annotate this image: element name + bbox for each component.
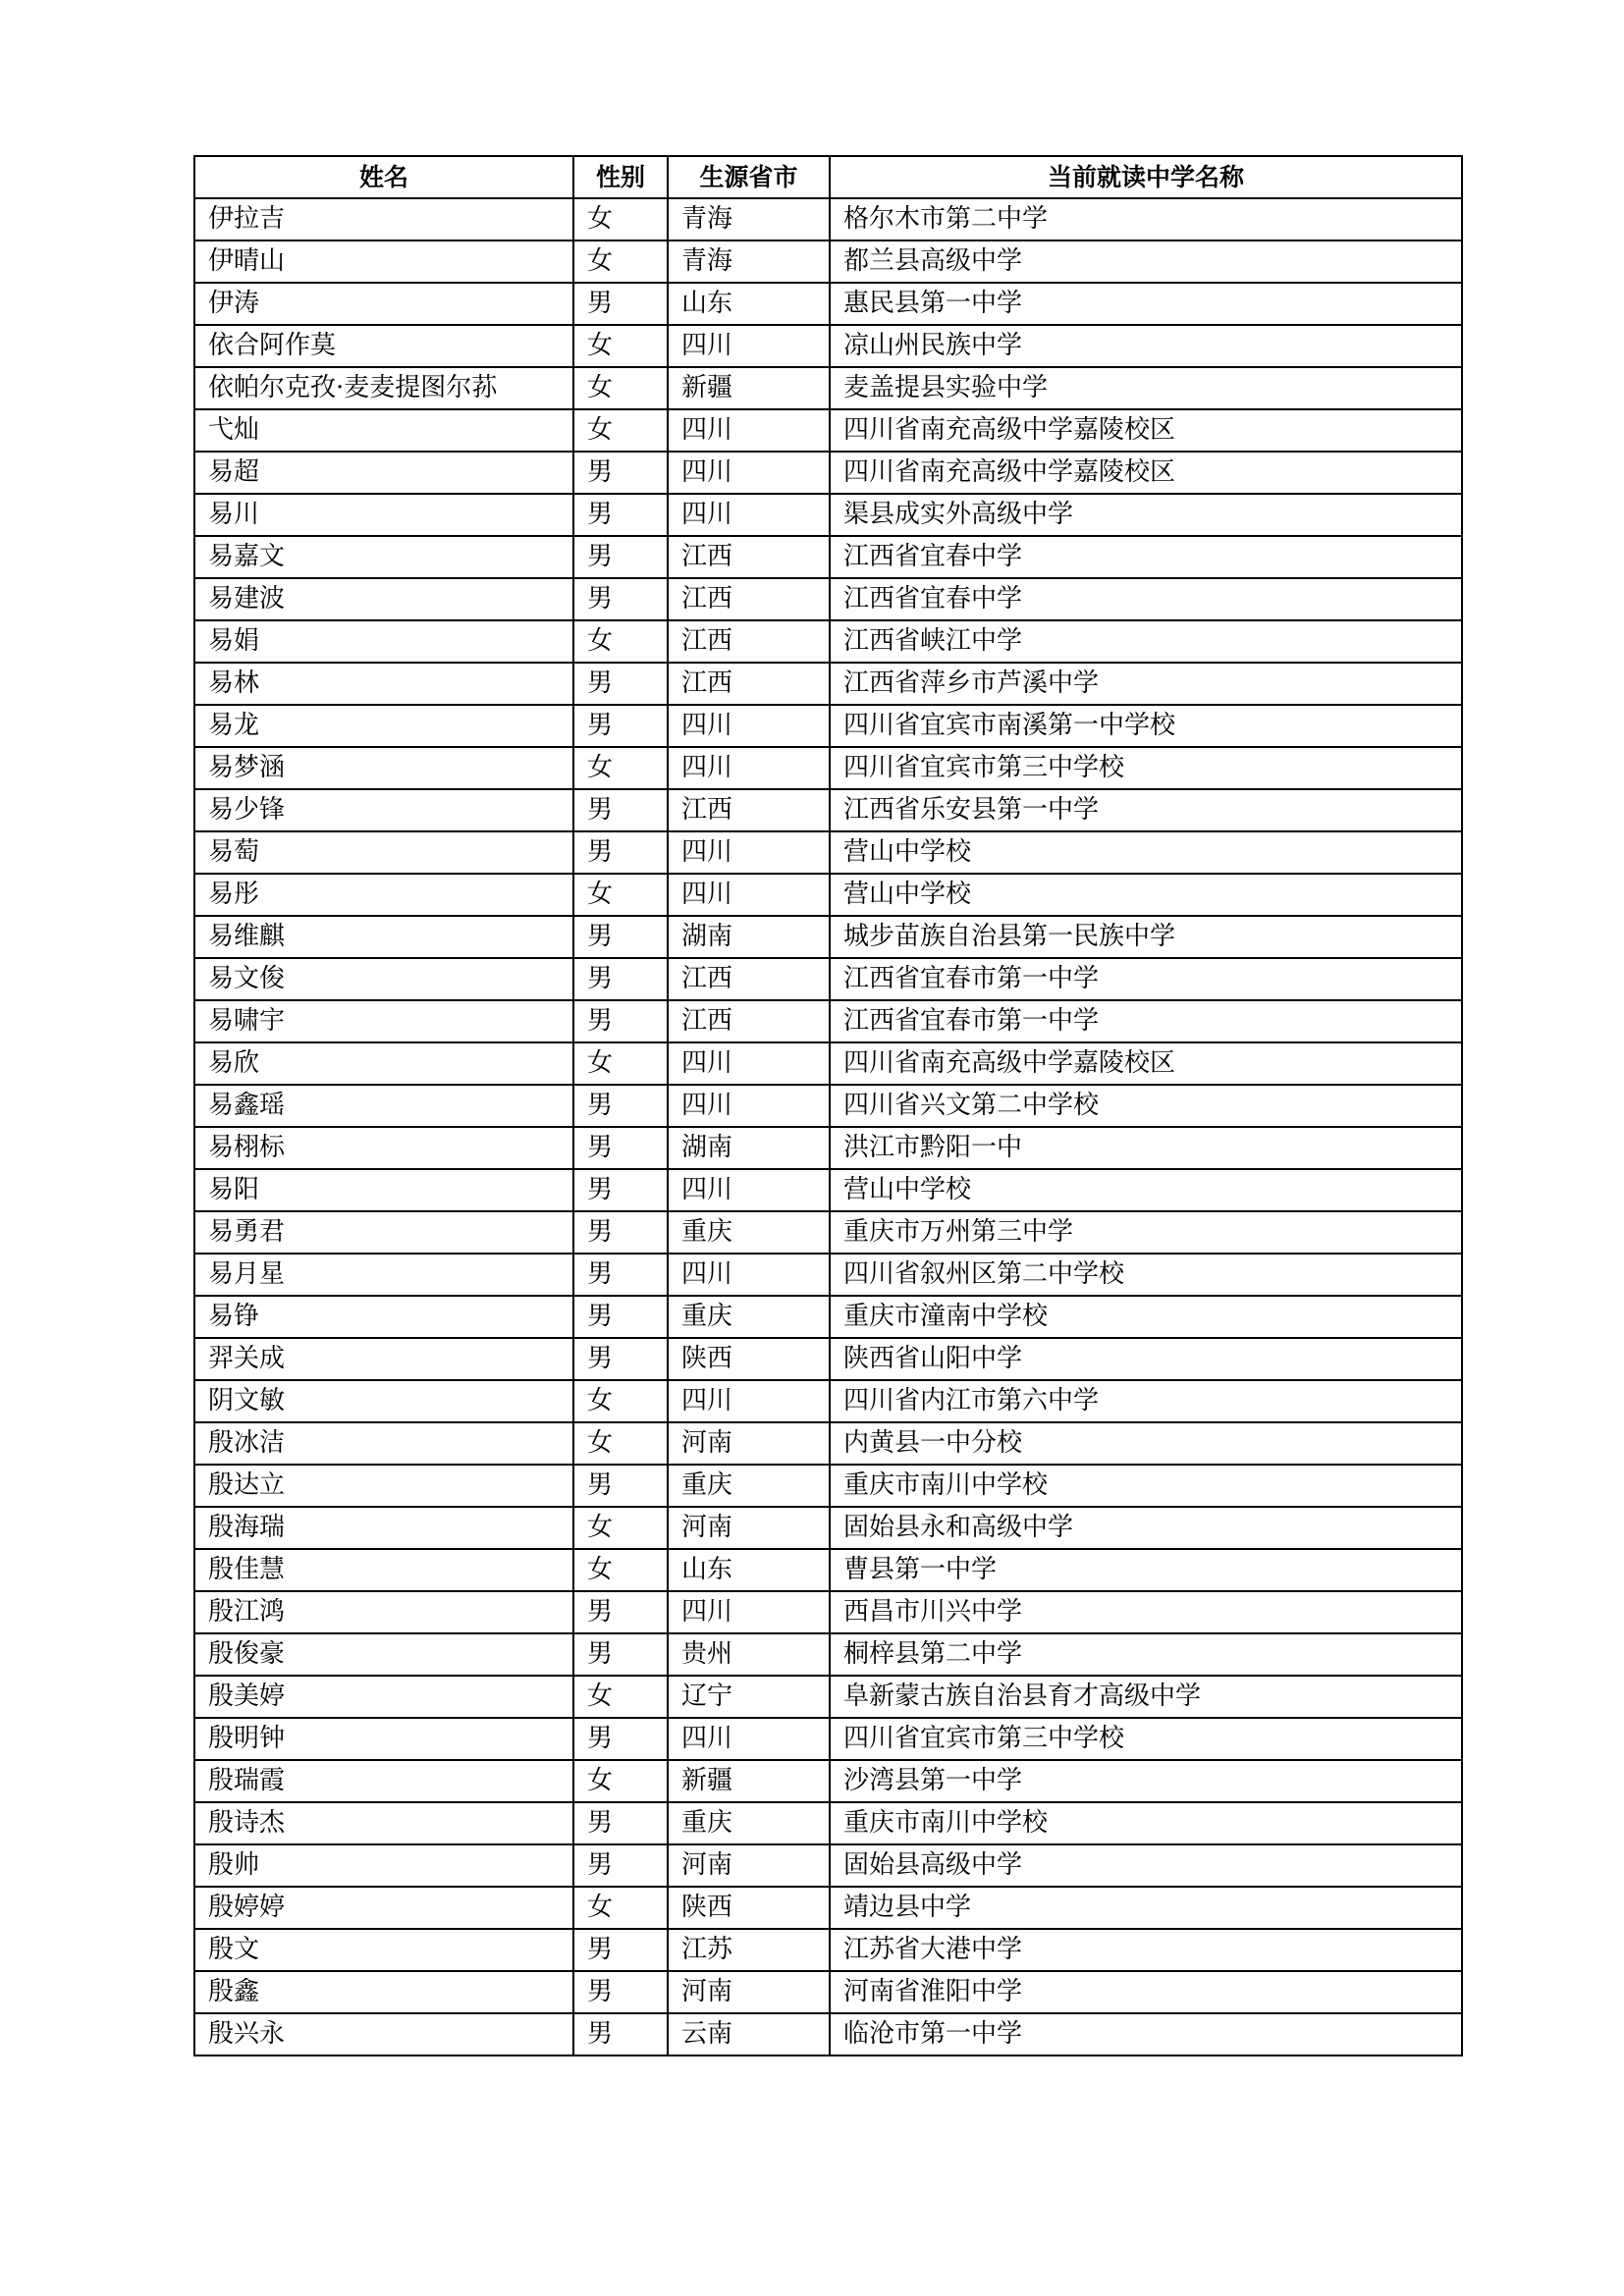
- cell-name: 殷美婷: [194, 1676, 573, 1718]
- table-row: [194, 1971, 1462, 2013]
- table-row: [194, 452, 1462, 494]
- cell-name: 阴文敏: [194, 1380, 573, 1422]
- cell-gender: 女: [573, 1422, 668, 1465]
- table-row: [194, 1169, 1462, 1211]
- cell-gender: 男: [573, 494, 668, 536]
- cell-province: 四川: [668, 874, 830, 916]
- table-header: [194, 156, 1462, 198]
- table-row: [194, 705, 1462, 747]
- table-row: [194, 1211, 1462, 1254]
- cell-gender: 男: [573, 1971, 668, 2013]
- table-row: [194, 1338, 1462, 1380]
- cell-gender: 男: [573, 1296, 668, 1338]
- cell-school: 营山中学校: [830, 831, 1462, 874]
- table-row: [194, 1465, 1462, 1507]
- cell-name: 易林: [194, 663, 573, 705]
- cell-gender: 男: [573, 2013, 668, 2056]
- table-row: [194, 1844, 1462, 1887]
- cell-name: 易勇君: [194, 1211, 573, 1254]
- table-row: [194, 367, 1462, 409]
- cell-province: 江西: [668, 958, 830, 1000]
- cell-school: 四川省宜宾市第三中学校: [830, 1718, 1462, 1760]
- table-row: [194, 1254, 1462, 1296]
- table-row: [194, 1422, 1462, 1465]
- cell-name: 依帕尔克孜·麦麦提图尔荪: [194, 367, 573, 409]
- cell-name: 易嘉文: [194, 536, 573, 578]
- cell-name: 殷冰洁: [194, 1422, 573, 1465]
- cell-school: 营山中学校: [830, 874, 1462, 916]
- cell-school: 江西省乐安县第一中学: [830, 789, 1462, 831]
- cell-province: 四川: [668, 1380, 830, 1422]
- cell-gender: 女: [573, 1507, 668, 1549]
- cell-gender: 男: [573, 831, 668, 874]
- table-row: [194, 1000, 1462, 1042]
- cell-province: 江西: [668, 620, 830, 663]
- cell-province: 山东: [668, 283, 830, 325]
- cell-school: 重庆市南川中学校: [830, 1802, 1462, 1844]
- cell-gender: 女: [573, 1887, 668, 1929]
- cell-school: 固始县永和高级中学: [830, 1507, 1462, 1549]
- cell-school: 沙湾县第一中学: [830, 1760, 1462, 1802]
- table-row: [194, 1507, 1462, 1549]
- header-province: 生源省市: [668, 156, 830, 198]
- cell-province: 重庆: [668, 1802, 830, 1844]
- cell-province: 山东: [668, 1549, 830, 1591]
- cell-gender: 女: [573, 325, 668, 367]
- cell-gender: 女: [573, 747, 668, 789]
- cell-province: 四川: [668, 452, 830, 494]
- cell-province: 江苏: [668, 1929, 830, 1971]
- table-row: [194, 578, 1462, 620]
- cell-name: 殷海瑞: [194, 1507, 573, 1549]
- cell-gender: 男: [573, 1254, 668, 1296]
- cell-name: 殷婷婷: [194, 1887, 573, 1929]
- table-row: [194, 198, 1462, 240]
- cell-school: 四川省宜宾市第三中学校: [830, 747, 1462, 789]
- cell-school: 都兰县高级中学: [830, 240, 1462, 283]
- cell-province: 四川: [668, 494, 830, 536]
- cell-gender: 女: [573, 1760, 668, 1802]
- table-row: [194, 916, 1462, 958]
- table-row: [194, 1802, 1462, 1844]
- student-roster-table: [193, 155, 1463, 2056]
- table-row: [194, 1085, 1462, 1127]
- cell-school: 内黄县一中分校: [830, 1422, 1462, 1465]
- cell-name: 羿关成: [194, 1338, 573, 1380]
- cell-gender: 男: [573, 1211, 668, 1254]
- table-row: [194, 1296, 1462, 1338]
- cell-gender: 女: [573, 1549, 668, 1591]
- cell-school: 江西省宜春中学: [830, 536, 1462, 578]
- cell-name: 殷鑫: [194, 1971, 573, 2013]
- cell-province: 陕西: [668, 1887, 830, 1929]
- cell-province: 江西: [668, 789, 830, 831]
- cell-gender: 男: [573, 1929, 668, 1971]
- table-row: [194, 620, 1462, 663]
- cell-gender: 男: [573, 1169, 668, 1211]
- cell-province: 江西: [668, 578, 830, 620]
- cell-gender: 男: [573, 452, 668, 494]
- cell-school: 江西省宜春市第一中学: [830, 958, 1462, 1000]
- cell-province: 河南: [668, 1971, 830, 2013]
- cell-province: 云南: [668, 2013, 830, 2056]
- cell-province: 新疆: [668, 1760, 830, 1802]
- table-row: [194, 831, 1462, 874]
- cell-province: 四川: [668, 325, 830, 367]
- cell-province: 四川: [668, 1169, 830, 1211]
- table-row: [194, 536, 1462, 578]
- cell-name: 易龙: [194, 705, 573, 747]
- cell-name: 伊晴山: [194, 240, 573, 283]
- cell-province: 河南: [668, 1844, 830, 1887]
- cell-name: 易川: [194, 494, 573, 536]
- cell-gender: 女: [573, 1676, 668, 1718]
- table-row: [194, 494, 1462, 536]
- cell-province: 辽宁: [668, 1676, 830, 1718]
- table-body: [194, 198, 1462, 2056]
- cell-gender: 男: [573, 1633, 668, 1676]
- cell-school: 营山中学校: [830, 1169, 1462, 1211]
- cell-gender: 女: [573, 620, 668, 663]
- table-row: [194, 1549, 1462, 1591]
- cell-school: 麦盖提县实验中学: [830, 367, 1462, 409]
- cell-school: 四川省南充高级中学嘉陵校区: [830, 409, 1462, 452]
- cell-name: 伊涛: [194, 283, 573, 325]
- cell-school: 城步苗族自治县第一民族中学: [830, 916, 1462, 958]
- cell-gender: 男: [573, 1718, 668, 1760]
- table-row: [194, 789, 1462, 831]
- cell-name: 易娟: [194, 620, 573, 663]
- cell-province: 青海: [668, 240, 830, 283]
- cell-school: 惠民县第一中学: [830, 283, 1462, 325]
- cell-school: 重庆市南川中学校: [830, 1465, 1462, 1507]
- table-row: [194, 1591, 1462, 1633]
- cell-name: 殷达立: [194, 1465, 573, 1507]
- cell-school: 江西省宜春中学: [830, 578, 1462, 620]
- cell-province: 重庆: [668, 1211, 830, 1254]
- cell-province: 河南: [668, 1507, 830, 1549]
- cell-name: 殷文: [194, 1929, 573, 1971]
- cell-name: 易萄: [194, 831, 573, 874]
- header-name: 姓名: [194, 156, 573, 198]
- cell-province: 陕西: [668, 1338, 830, 1380]
- cell-name: 易鑫瑶: [194, 1085, 573, 1127]
- cell-name: 易阳: [194, 1169, 573, 1211]
- cell-province: 江西: [668, 1000, 830, 1042]
- cell-gender: 男: [573, 1127, 668, 1169]
- cell-school: 四川省南充高级中学嘉陵校区: [830, 1042, 1462, 1085]
- cell-name: 殷诗杰: [194, 1802, 573, 1844]
- cell-name: 殷明钟: [194, 1718, 573, 1760]
- cell-gender: 男: [573, 1338, 668, 1380]
- cell-gender: 女: [573, 874, 668, 916]
- cell-name: 易栩标: [194, 1127, 573, 1169]
- cell-gender: 男: [573, 1085, 668, 1127]
- table-row: [194, 958, 1462, 1000]
- cell-gender: 女: [573, 367, 668, 409]
- cell-name: 弋灿: [194, 409, 573, 452]
- cell-gender: 女: [573, 409, 668, 452]
- cell-name: 殷帅: [194, 1844, 573, 1887]
- cell-name: 殷俊豪: [194, 1633, 573, 1676]
- cell-gender: 男: [573, 1465, 668, 1507]
- cell-school: 四川省南充高级中学嘉陵校区: [830, 452, 1462, 494]
- cell-name: 殷佳慧: [194, 1549, 573, 1591]
- cell-name: 易少锋: [194, 789, 573, 831]
- cell-name: 易文俊: [194, 958, 573, 1000]
- cell-province: 江西: [668, 663, 830, 705]
- cell-name: 伊拉吉: [194, 198, 573, 240]
- cell-name: 易梦涵: [194, 747, 573, 789]
- table-row: [194, 1887, 1462, 1929]
- cell-school: 格尔木市第二中学: [830, 198, 1462, 240]
- cell-gender: 女: [573, 240, 668, 283]
- cell-gender: 男: [573, 536, 668, 578]
- cell-school: 四川省内江市第六中学: [830, 1380, 1462, 1422]
- cell-province: 贵州: [668, 1633, 830, 1676]
- header-school: 当前就读中学名称: [830, 156, 1462, 198]
- cell-gender: 男: [573, 578, 668, 620]
- cell-gender: 男: [573, 1844, 668, 1887]
- cell-province: 四川: [668, 705, 830, 747]
- cell-name: 易建波: [194, 578, 573, 620]
- cell-gender: 男: [573, 958, 668, 1000]
- table-row: [194, 1718, 1462, 1760]
- cell-gender: 男: [573, 1802, 668, 1844]
- cell-province: 新疆: [668, 367, 830, 409]
- cell-school: 曹县第一中学: [830, 1549, 1462, 1591]
- table-row: [194, 1760, 1462, 1802]
- cell-province: 重庆: [668, 1465, 830, 1507]
- cell-gender: 女: [573, 1042, 668, 1085]
- table-row: [194, 1676, 1462, 1718]
- header-row: [194, 156, 1462, 198]
- table-row: [194, 1929, 1462, 1971]
- cell-name: 易维麒: [194, 916, 573, 958]
- cell-gender: 女: [573, 1380, 668, 1422]
- table-row: [194, 1127, 1462, 1169]
- cell-name: 易月星: [194, 1254, 573, 1296]
- header-gender: 性别: [573, 156, 668, 198]
- cell-province: 四川: [668, 1042, 830, 1085]
- cell-school: 江西省峡江中学: [830, 620, 1462, 663]
- table-row: [194, 409, 1462, 452]
- cell-province: 江西: [668, 536, 830, 578]
- cell-name: 殷江鸿: [194, 1591, 573, 1633]
- cell-province: 湖南: [668, 1127, 830, 1169]
- cell-school: 临沧市第一中学: [830, 2013, 1462, 2056]
- cell-province: 四川: [668, 1085, 830, 1127]
- cell-province: 四川: [668, 409, 830, 452]
- table-row: [194, 1042, 1462, 1085]
- cell-province: 重庆: [668, 1296, 830, 1338]
- cell-province: 四川: [668, 1254, 830, 1296]
- table-row: [194, 1633, 1462, 1676]
- cell-school: 四川省兴文第二中学校: [830, 1085, 1462, 1127]
- cell-province: 河南: [668, 1422, 830, 1465]
- cell-school: 河南省淮阳中学: [830, 1971, 1462, 2013]
- table-row: [194, 2013, 1462, 2056]
- cell-name: 依合阿作莫: [194, 325, 573, 367]
- cell-school: 重庆市万州第三中学: [830, 1211, 1462, 1254]
- cell-name: 殷兴永: [194, 2013, 573, 2056]
- cell-province: 四川: [668, 747, 830, 789]
- cell-name: 易铮: [194, 1296, 573, 1338]
- cell-province: 湖南: [668, 916, 830, 958]
- cell-gender: 男: [573, 663, 668, 705]
- table-row: [194, 874, 1462, 916]
- cell-province: 四川: [668, 831, 830, 874]
- cell-school: 洪江市黔阳一中: [830, 1127, 1462, 1169]
- cell-name: 易欣: [194, 1042, 573, 1085]
- table-row: [194, 240, 1462, 283]
- table-row: [194, 1380, 1462, 1422]
- cell-school: 固始县高级中学: [830, 1844, 1462, 1887]
- cell-school: 江西省宜春市第一中学: [830, 1000, 1462, 1042]
- cell-province: 青海: [668, 198, 830, 240]
- cell-gender: 男: [573, 1000, 668, 1042]
- cell-gender: 男: [573, 916, 668, 958]
- cell-school: 陕西省山阳中学: [830, 1338, 1462, 1380]
- cell-province: 四川: [668, 1718, 830, 1760]
- cell-school: 四川省宜宾市南溪第一中学校: [830, 705, 1462, 747]
- table-row: [194, 283, 1462, 325]
- cell-school: 江西省萍乡市芦溪中学: [830, 663, 1462, 705]
- table-row: [194, 747, 1462, 789]
- cell-gender: 男: [573, 1591, 668, 1633]
- cell-school: 凉山州民族中学: [830, 325, 1462, 367]
- cell-province: 四川: [668, 1591, 830, 1633]
- cell-gender: 女: [573, 198, 668, 240]
- cell-school: 靖边县中学: [830, 1887, 1462, 1929]
- table-row: [194, 325, 1462, 367]
- cell-school: 重庆市潼南中学校: [830, 1296, 1462, 1338]
- cell-school: 桐梓县第二中学: [830, 1633, 1462, 1676]
- cell-gender: 男: [573, 283, 668, 325]
- cell-school: 四川省叙州区第二中学校: [830, 1254, 1462, 1296]
- cell-name: 易超: [194, 452, 573, 494]
- cell-name: 殷瑞霞: [194, 1760, 573, 1802]
- cell-school: 渠县成实外高级中学: [830, 494, 1462, 536]
- cell-gender: 男: [573, 789, 668, 831]
- table-row: [194, 663, 1462, 705]
- cell-name: 易彤: [194, 874, 573, 916]
- cell-school: 阜新蒙古族自治县育才高级中学: [830, 1676, 1462, 1718]
- cell-school: 江苏省大港中学: [830, 1929, 1462, 1971]
- cell-gender: 男: [573, 705, 668, 747]
- cell-school: 西昌市川兴中学: [830, 1591, 1462, 1633]
- cell-name: 易啸宇: [194, 1000, 573, 1042]
